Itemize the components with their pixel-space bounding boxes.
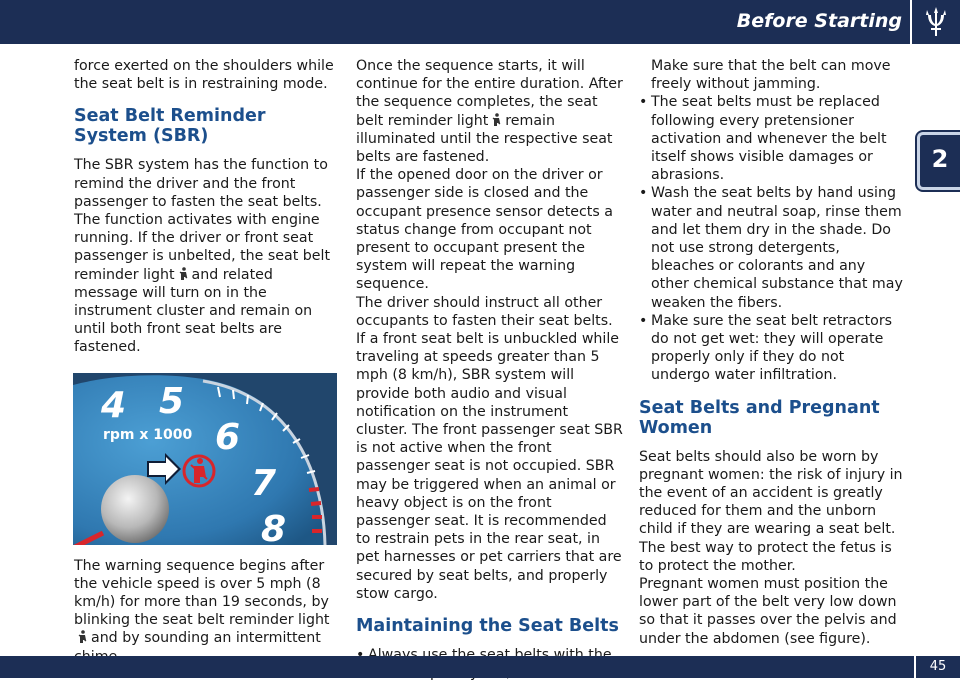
seat-belt-warning-icon (178, 267, 189, 281)
gauge-numeral-5: 5 (159, 380, 185, 422)
page-number: 45 (914, 656, 960, 678)
brand-logo (910, 0, 960, 44)
gauge-knob (101, 475, 169, 543)
header-bar (0, 0, 960, 44)
sbr-heading: Seat Belt Reminder System (SBR) (74, 106, 266, 147)
warn-text-b: and by sounding an intermittent (91, 630, 321, 647)
seq-text-b: remain illuminated until the respective seat belts are fastened. (356, 112, 613, 166)
gauge-numeral-4: 4 (101, 384, 127, 426)
pregnant-paragraph-2: Pregnant women must position the lower part of the belt very low down so that it passes over the pelvis and under the abdomen (see figure). (639, 576, 897, 647)
trident-icon (923, 6, 949, 38)
seq-text-a: Once the sequence starts, it will continue for the entire duration. After the sequence completes, the seat belt reminder light (356, 58, 623, 129)
gauge-numeral-6: 6 (215, 416, 241, 458)
list-item: • Make sure the seat belt retractors do not get wet: they will operate properly only if they do not undergo water infiltration. (639, 312, 905, 385)
maintaining-list-continued (639, 93, 905, 384)
list-item: • The seat belts must be replaced following every pretensioner activation and whenever the belt itself shows visible damages or abrasions. (639, 93, 905, 184)
gauge-numeral-7: 7 (251, 462, 277, 504)
column-3 (639, 57, 905, 648)
sbr-paragraph (74, 156, 336, 356)
footer-bar (0, 656, 960, 678)
sequence-paragraph (356, 57, 624, 166)
instruct-paragraph: The driver should instruct all other occupants to fasten their seat belts. (356, 294, 613, 329)
seat-belt-warning-icon (77, 630, 88, 644)
sbr-text-b: and related message will turn on in the instrument cluster and remain on until both front seat belts are fastened. (74, 266, 313, 356)
intro-paragraph: force exerted on the shoulders while the seat belt is in restraining mode. (74, 58, 334, 93)
column-2 (356, 57, 624, 683)
warning-sequence-paragraph (74, 557, 336, 666)
chapter-tab[interactable] (917, 132, 960, 190)
gauge-numeral-8: 8 (261, 508, 287, 545)
sbr-text-a: The SBR system has the function to remind the driver and the front passenger to fasten the seat belts. The function activates with engine running. If the driver or front seat passenger is unbelted, the seat belt reminder light (74, 157, 331, 283)
instrument-cluster-image (73, 373, 337, 545)
seat-belt-warning-icon (491, 113, 502, 127)
column-1 (74, 57, 336, 666)
door-paragraph: If the opened door on the driver or passenger side is closed and the occupant presence sensor detects a status change from occupant not present to occupant present the system will repeat the warning sequence. (356, 167, 613, 293)
unbuckled-paragraph: If a front seat belt is unbuckled while traveling at speeds greater than 5 mph (8 km/h), SBR system will provide both audio and visual notification on the instrument cluster. The front passenger seat SBR is not active when the front passenger seat is not occupied. SBR may be triggered when an animal or heavy object is on the front passenger seat. It is recommended to restrain pets in the rear seat, in pet harnesses or pet carriers that are secured by seat belts, and properly stow cargo. (356, 331, 623, 602)
list-item-continued: Make sure that the belt can move freely without jamming. (651, 58, 891, 93)
pregnant-paragraph-1: Seat belts should also be worn by pregnant women: the risk of injury in the event of an accident is greatly reduced for them and the unborn child if they are wearing a seat belt. The best way to protect the fetus is to protect the mother. (639, 448, 903, 574)
list-item: • Wash the seat belts by hand using water and neutral soap, rinse them and let them dry in the shade. Do not use strong detergents, bleaches or colorants and any other chemical substance that may weaken the fibers. (639, 184, 905, 311)
section-title: Before Starting (736, 10, 902, 32)
pregnant-heading: Seat Belts and Pregnant Women (639, 397, 880, 438)
chapter-number: 2 (931, 145, 949, 173)
warn-text-a: The warning sequence begins after the vehicle speed is over 5 mph (8 km/h) for more than 19 seconds, by blinking the seat belt reminder light (74, 557, 330, 629)
rpm-label: rpm x 1000 (103, 426, 193, 443)
maintaining-heading: Maintaining the Seat Belts (356, 616, 619, 637)
